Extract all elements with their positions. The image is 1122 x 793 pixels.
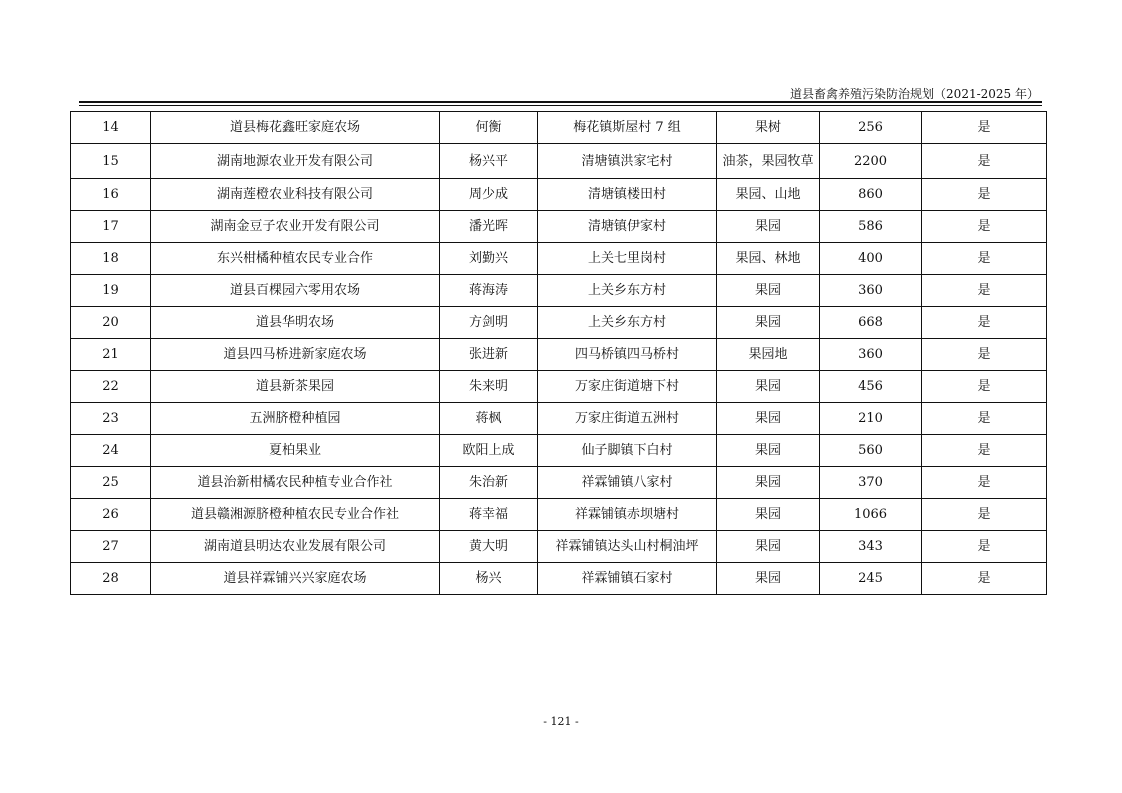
status-cell: 是 xyxy=(922,435,1047,467)
land-type-cell: 果园 xyxy=(717,563,820,595)
location-cell: 上关乡东方村 xyxy=(538,275,717,307)
status-cell: 是 xyxy=(922,275,1047,307)
farm-table xyxy=(70,111,1047,595)
header-rule-thick xyxy=(79,101,1042,103)
location-cell: 清塘镇楼田村 xyxy=(538,179,717,211)
contact-person-cell: 欧阳上成 xyxy=(440,435,538,467)
row-number-cell: 27 xyxy=(71,531,151,563)
location-cell: 仙子脚镇下白村 xyxy=(538,435,717,467)
farm-name-cell: 道县梅花鑫旺家庭农场 xyxy=(151,112,440,144)
table-row xyxy=(71,112,1047,144)
page-number: - 121 - xyxy=(543,715,579,728)
area-cell: 256 xyxy=(820,112,922,144)
area-cell: 370 xyxy=(820,467,922,499)
location-cell: 万家庄街道五洲村 xyxy=(538,403,717,435)
table-row xyxy=(71,243,1047,275)
table-row xyxy=(71,144,1047,179)
land-type-cell: 果园 xyxy=(717,275,820,307)
location-cell: 祥霖铺镇八家村 xyxy=(538,467,717,499)
area-cell: 560 xyxy=(820,435,922,467)
status-cell: 是 xyxy=(922,243,1047,275)
contact-person-cell: 刘勤兴 xyxy=(440,243,538,275)
status-cell: 是 xyxy=(922,307,1047,339)
land-type-cell: 果园 xyxy=(717,531,820,563)
status-cell: 是 xyxy=(922,339,1047,371)
land-type-cell: 果园 xyxy=(717,499,820,531)
land-type-cell: 果园地 xyxy=(717,339,820,371)
location-cell: 祥霖铺镇达头山村桐油坪 xyxy=(538,531,717,563)
farm-name-cell: 东兴柑橘种植农民专业合作 xyxy=(151,243,440,275)
document-header-title: 道县畜禽养殖污染防治规划（2021-2025 年） xyxy=(790,87,1039,101)
contact-person-cell: 杨兴 xyxy=(440,563,538,595)
row-number-cell: 18 xyxy=(71,243,151,275)
table-row xyxy=(71,179,1047,211)
row-number-cell: 22 xyxy=(71,371,151,403)
location-cell: 上关乡东方村 xyxy=(538,307,717,339)
farm-name-cell: 道县百棵园六零用农场 xyxy=(151,275,440,307)
farm-name-cell: 道县四马桥进新家庭农场 xyxy=(151,339,440,371)
status-cell: 是 xyxy=(922,499,1047,531)
status-cell: 是 xyxy=(922,403,1047,435)
status-cell: 是 xyxy=(922,531,1047,563)
row-number-cell: 21 xyxy=(71,339,151,371)
location-cell: 上关七里岗村 xyxy=(538,243,717,275)
location-cell: 万家庄街道塘下村 xyxy=(538,371,717,403)
contact-person-cell: 蒋幸福 xyxy=(440,499,538,531)
row-number-cell: 20 xyxy=(71,307,151,339)
farm-name-cell: 道县华明农场 xyxy=(151,307,440,339)
table-row xyxy=(71,275,1047,307)
table-row xyxy=(71,403,1047,435)
contact-person-cell: 方剑明 xyxy=(440,307,538,339)
farm-name-cell: 夏柏果业 xyxy=(151,435,440,467)
table-row xyxy=(71,339,1047,371)
table-row xyxy=(71,371,1047,403)
land-type-cell: 油茶，果园牧草 xyxy=(717,144,820,179)
area-cell: 360 xyxy=(820,275,922,307)
farm-name-cell: 五洲脐橙种植园 xyxy=(151,403,440,435)
contact-person-cell: 何衡 xyxy=(440,112,538,144)
row-number-cell: 23 xyxy=(71,403,151,435)
land-type-cell: 果园、林地 xyxy=(717,243,820,275)
status-cell: 是 xyxy=(922,144,1047,179)
area-cell: 586 xyxy=(820,211,922,243)
table-row xyxy=(71,435,1047,467)
area-cell: 210 xyxy=(820,403,922,435)
header-rule-thin xyxy=(79,105,1042,106)
area-cell: 400 xyxy=(820,243,922,275)
land-type-cell: 果园 xyxy=(717,211,820,243)
area-cell: 360 xyxy=(820,339,922,371)
contact-person-cell: 朱来明 xyxy=(440,371,538,403)
table-row xyxy=(71,467,1047,499)
row-number-cell: 17 xyxy=(71,211,151,243)
land-type-cell: 果园 xyxy=(717,435,820,467)
contact-person-cell: 朱治新 xyxy=(440,467,538,499)
status-cell: 是 xyxy=(922,179,1047,211)
area-cell: 456 xyxy=(820,371,922,403)
contact-person-cell: 蒋枫 xyxy=(440,403,538,435)
location-cell: 四马桥镇四马桥村 xyxy=(538,339,717,371)
table-row xyxy=(71,499,1047,531)
area-cell: 668 xyxy=(820,307,922,339)
status-cell: 是 xyxy=(922,371,1047,403)
table-row xyxy=(71,563,1047,595)
location-cell: 清塘镇洪家宅村 xyxy=(538,144,717,179)
row-number-cell: 26 xyxy=(71,499,151,531)
location-cell: 祥霖铺镇赤坝塘村 xyxy=(538,499,717,531)
contact-person-cell: 黄大明 xyxy=(440,531,538,563)
row-number-cell: 19 xyxy=(71,275,151,307)
table-row xyxy=(71,307,1047,339)
contact-person-cell: 蒋海涛 xyxy=(440,275,538,307)
location-cell: 祥霖铺镇石家村 xyxy=(538,563,717,595)
contact-person-cell: 周少成 xyxy=(440,179,538,211)
farm-name-cell: 道县治新柑橘农民种植专业合作社 xyxy=(151,467,440,499)
farm-name-cell: 湖南道县明达农业发展有限公司 xyxy=(151,531,440,563)
status-cell: 是 xyxy=(922,563,1047,595)
farm-name-cell: 湖南莲橙农业科技有限公司 xyxy=(151,179,440,211)
row-number-cell: 14 xyxy=(71,112,151,144)
land-type-cell: 果树 xyxy=(717,112,820,144)
land-type-cell: 果园 xyxy=(717,467,820,499)
farm-name-cell: 道县祥霖铺兴兴家庭农场 xyxy=(151,563,440,595)
status-cell: 是 xyxy=(922,467,1047,499)
row-number-cell: 16 xyxy=(71,179,151,211)
contact-person-cell: 杨兴平 xyxy=(440,144,538,179)
land-type-cell: 果园 xyxy=(717,307,820,339)
table-body xyxy=(71,112,1047,595)
land-type-cell: 果园 xyxy=(717,371,820,403)
status-cell: 是 xyxy=(922,211,1047,243)
land-type-cell: 果园、山地 xyxy=(717,179,820,211)
farm-name-cell: 道县新茶果园 xyxy=(151,371,440,403)
farm-name-cell: 湖南金豆子农业开发有限公司 xyxy=(151,211,440,243)
land-type-cell: 果园 xyxy=(717,403,820,435)
status-cell: 是 xyxy=(922,112,1047,144)
farm-name-cell: 湖南地源农业开发有限公司 xyxy=(151,144,440,179)
row-number-cell: 24 xyxy=(71,435,151,467)
location-cell: 梅花镇斯屋村 7 组 xyxy=(538,112,717,144)
area-cell: 860 xyxy=(820,179,922,211)
row-number-cell: 28 xyxy=(71,563,151,595)
area-cell: 245 xyxy=(820,563,922,595)
contact-person-cell: 张进新 xyxy=(440,339,538,371)
table-row xyxy=(71,211,1047,243)
row-number-cell: 25 xyxy=(71,467,151,499)
farm-name-cell: 道县赣湘源脐橙种植农民专业合作社 xyxy=(151,499,440,531)
location-cell: 清塘镇伊家村 xyxy=(538,211,717,243)
contact-person-cell: 潘光晖 xyxy=(440,211,538,243)
row-number-cell: 15 xyxy=(71,144,151,179)
table-row xyxy=(71,531,1047,563)
area-cell: 1066 xyxy=(820,499,922,531)
area-cell: 2200 xyxy=(820,144,922,179)
area-cell: 343 xyxy=(820,531,922,563)
